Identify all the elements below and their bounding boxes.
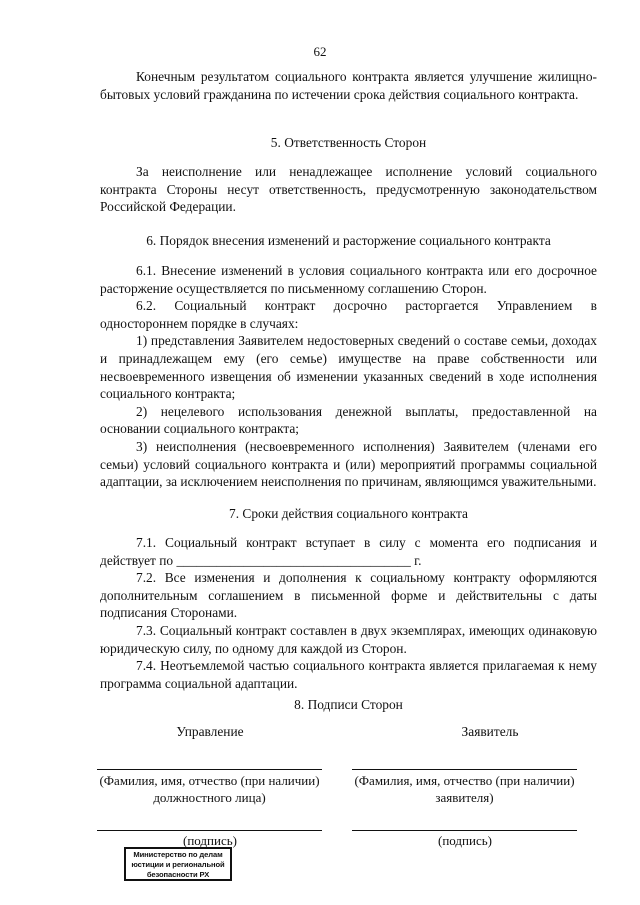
left-signature-line [97,830,322,831]
right-name-line [352,769,577,770]
clause-7-3: 7.3. Социальный контракт составлен в двух экземплярах, имеющих одинаковую юридическую силу, по одному для каждой из Сторон. [100,622,597,656]
section-8-heading: 8. Подписи Сторон [294,697,403,712]
clause-6-2-item-1: 1) представления Заявителем недостоверных сведений о составе семьи, доходах и принадлежащем ему (его семье) имуществе на праве собственности или несвоевременного извещения об изменении указанных сведений в ходе исполнения социального контракта; [100,333,597,402]
left-signature-caption: (подпись) [183,833,237,848]
right-name-caption: (Фамилия, имя, отчество (при наличии) заявителя) [354,773,575,805]
ministry-stamp: Министерство по делам юстиции и региональной безопасности РХ [124,847,232,881]
section-5-heading: 5. Ответственность Сторон [270,135,427,150]
section-6-heading: 6. Порядок внесения изменений и расторжение социального контракта [146,233,551,248]
clause-6-2-item-2: 2) нецелевого использования денежной выплаты, предоставленной на основании социального контракта; [100,403,597,437]
left-name-line [97,769,322,770]
section-6-body [100,262,597,491]
right-signature-line [352,830,577,831]
clause-6-2: 6.2. Социальный контракт досрочно расторгается Управлением в одностороннем порядке в случаях: [100,298,597,331]
clause-7-1: 7.1. Социальный контракт вступает в силу с момента его подписания и действует по ___________________________________ г. [100,535,597,568]
section-7-body [100,534,597,692]
section-7-heading: 7. Сроки действия социального контракта [229,506,468,521]
right-signature-caption: (подпись) [438,833,492,848]
left-party-label: Управление [176,724,244,739]
right-party-label: Заявитель [461,724,519,739]
clause-6-1: 6.1. Внесение изменений в условия социального контракта или его досрочное расторжение осуществляется по письменному соглашению Сторон. [100,263,597,296]
section-5-paragraph: За неисполнение или ненадлежащее исполнение условий социального контракта Стороны несут ответственность, предусмотренную законодательством Российской Федерации. [100,164,597,215]
page-number: 62 [313,44,327,59]
clause-7-4: 7.4. Неотъемлемой частью социального контракта является прилагаемая к нему программа социальной адаптации. [100,658,597,691]
left-name-caption: (Фамилия, имя, отчество (при наличии) должностного лица) [99,773,320,805]
clause-7-2: 7.2. Все изменения и дополнения к социальному контракту оформляются дополнительным соглашением в письменной форме и действительны с даты подписания Сторонами. [100,570,597,621]
clause-6-2-item-3: 3) неисполнения (несвоевременного исполнения) Заявителем (членами его семьи) условий социального контракта и (или) мероприятий программы социальной адаптации, за исключением неисполнения по причинам, являющимся уважительными. [100,438,597,490]
validity-date-blank: ___________________________________ [176,552,411,568]
intro-paragraph: Конечным результатом социального контракта является улучшение жилищно-бытовых условий гражданина по истечении срока действия социального контракта. [100,69,597,102]
